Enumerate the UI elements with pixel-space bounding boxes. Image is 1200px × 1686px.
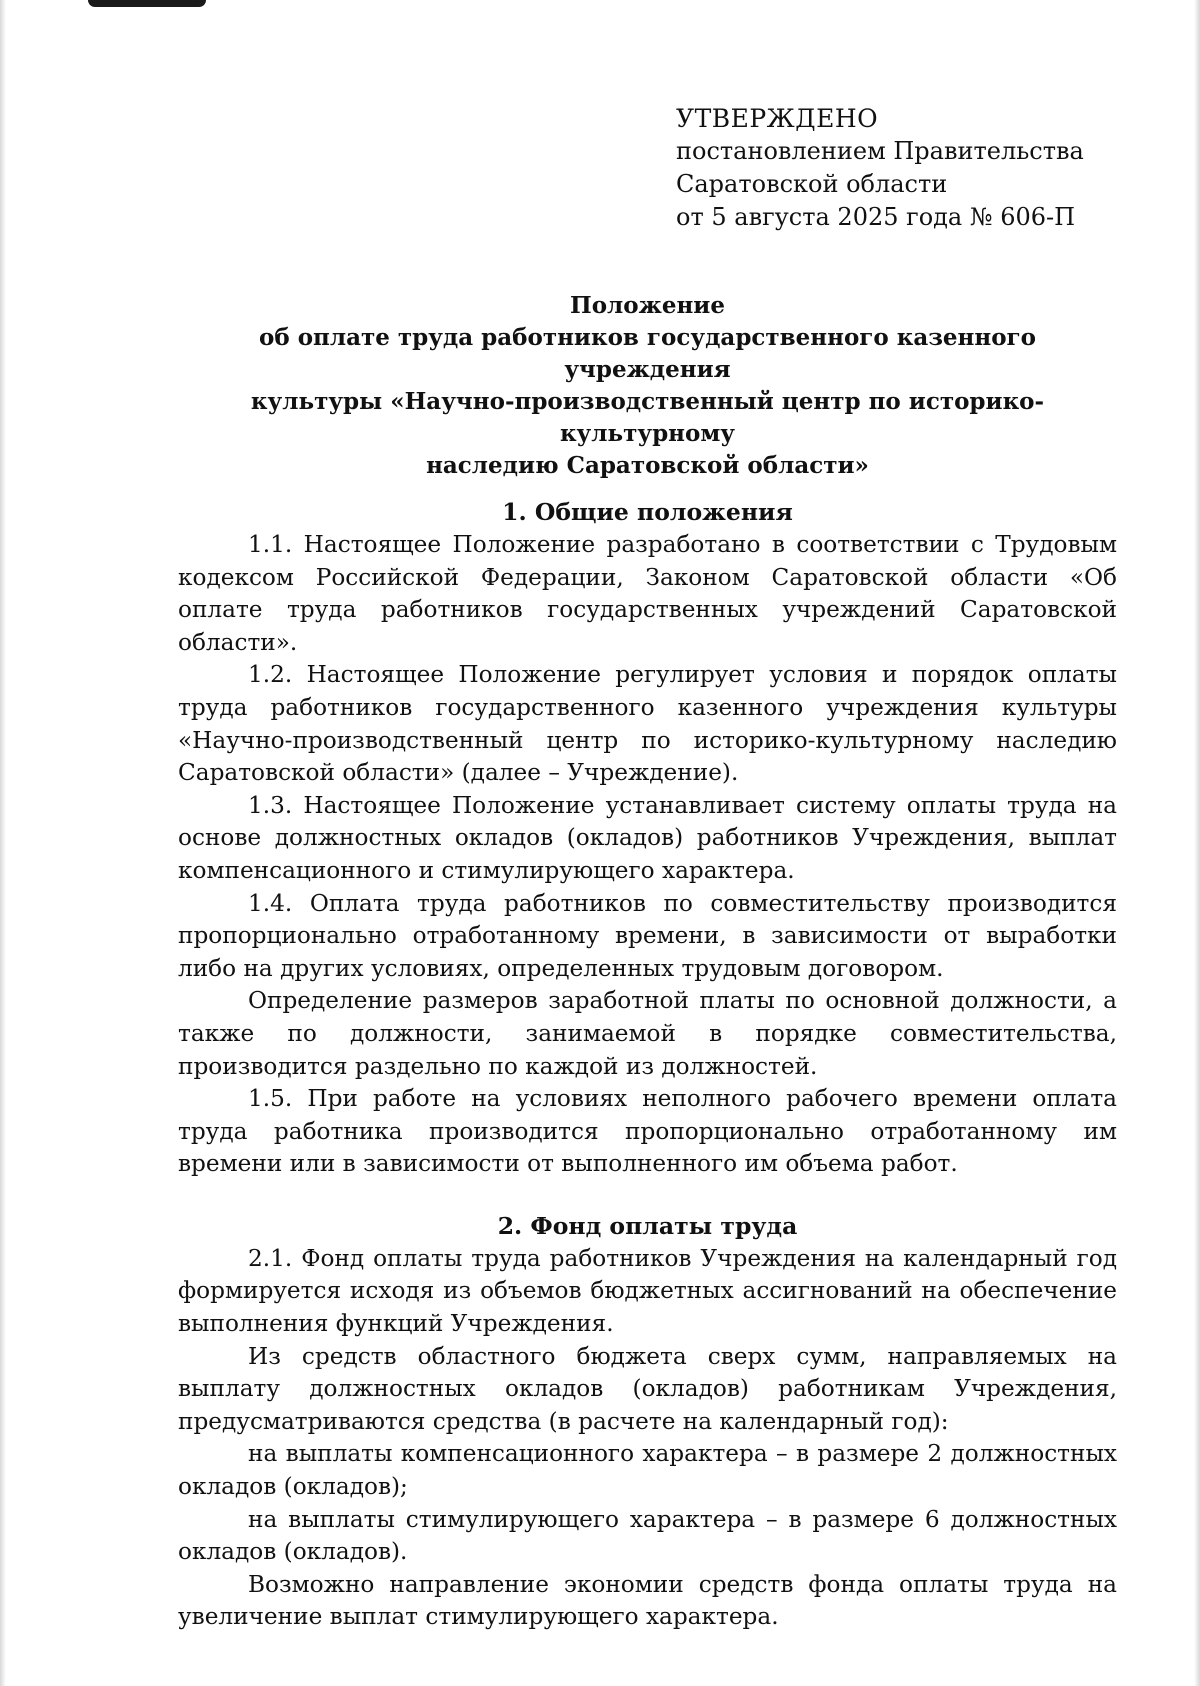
paragraph-1-2: 1.2. Настоящее Положение регулирует условия и порядок оплаты труда работников государственного казенного учреждения культуры «Научно-производственный центр по историко-культурному наследию Саратовской области» (далее – Учреждение). bbox=[178, 661, 1117, 787]
paragraph-1-1: 1.1. Настоящее Положение разработано в соответствии с Трудовым кодексом Российской Федерации, Законом Саратовской области «Об оплате труда работников государственных учреждений Саратовской области». bbox=[178, 531, 1117, 656]
approval-line-1: постановлением Правительства bbox=[676, 137, 1084, 165]
scan-mark bbox=[88, 0, 206, 7]
paragraph-2-1-sources: Из средств областного бюджета сверх сумм, направляемых на выплату должностных окладов (окладов) работникам Учреждения, предусматриваются средства (в расчете на календарный год): bbox=[178, 1342, 1117, 1435]
document-title bbox=[178, 290, 1117, 482]
title-line-4: наследию Саратовской области» bbox=[426, 452, 869, 479]
scan-edge-left bbox=[0, 0, 6, 1686]
title-line-1: Положение bbox=[569, 292, 725, 319]
paragraph-2-1-incentive: на выплаты стимулирующего характера – в размере 6 должностных окладов (окладов). bbox=[178, 1505, 1117, 1566]
title-line-3: культуры «Научно-производственный центр по историко-культурному bbox=[250, 388, 1045, 447]
scan-edge-right bbox=[1194, 0, 1200, 1686]
title-line-2: об оплате труда работников государственного казенного учреждения bbox=[259, 324, 1036, 383]
section-1-heading: 1. Общие положения bbox=[502, 498, 793, 526]
paragraph-1-5: 1.5. При работе на условиях неполного рабочего времени оплата труда работника производится пропорционально отработанному им времени или в зависимости от выполненного им объема работ. bbox=[178, 1085, 1117, 1178]
approval-block bbox=[676, 102, 1136, 234]
approval-line-3: от 5 августа 2025 года № 606-П bbox=[676, 203, 1076, 231]
approval-heading: УТВЕРЖДЕНО bbox=[676, 104, 879, 133]
section-2-heading: 2. Фонд оплаты труда bbox=[497, 1211, 798, 1240]
paragraph-1-4-continued: Определение размеров заработной платы по основной должности, а также по должности, занимаемой в порядке совместительства, производится раздельно по каждой из должностей. bbox=[178, 987, 1117, 1080]
paragraph-1-3: 1.3. Настоящее Положение устанавливает систему оплаты труда на основе должностных окладов (окладов) работников Учреждения, выплат компенсационного и стимулирующего характера. bbox=[178, 791, 1117, 884]
approval-line-2: Саратовской области bbox=[676, 170, 948, 198]
paragraph-2-1-compensation: на выплаты компенсационного характера – в размере 2 должностных окладов (окладов); bbox=[178, 1440, 1117, 1501]
paragraph-2-1: 2.1. Фонд оплаты труда работников Учреждения на календарный год формируется исходя из объемов бюджетных ассигнований на обеспечение выполнения функций Учреждения. bbox=[178, 1244, 1117, 1338]
paragraph-2-1-savings: Возможно направление экономии средств фонда оплаты труда на увеличение выплат стимулирующего характера. bbox=[178, 1570, 1117, 1631]
document-body bbox=[178, 290, 1117, 1634]
paragraph-1-4: 1.4. Оплата труда работников по совместительству производится пропорционально отработанному времени, в зависимости от выработки либо на других условиях, определенных трудовым договором. bbox=[178, 889, 1117, 982]
